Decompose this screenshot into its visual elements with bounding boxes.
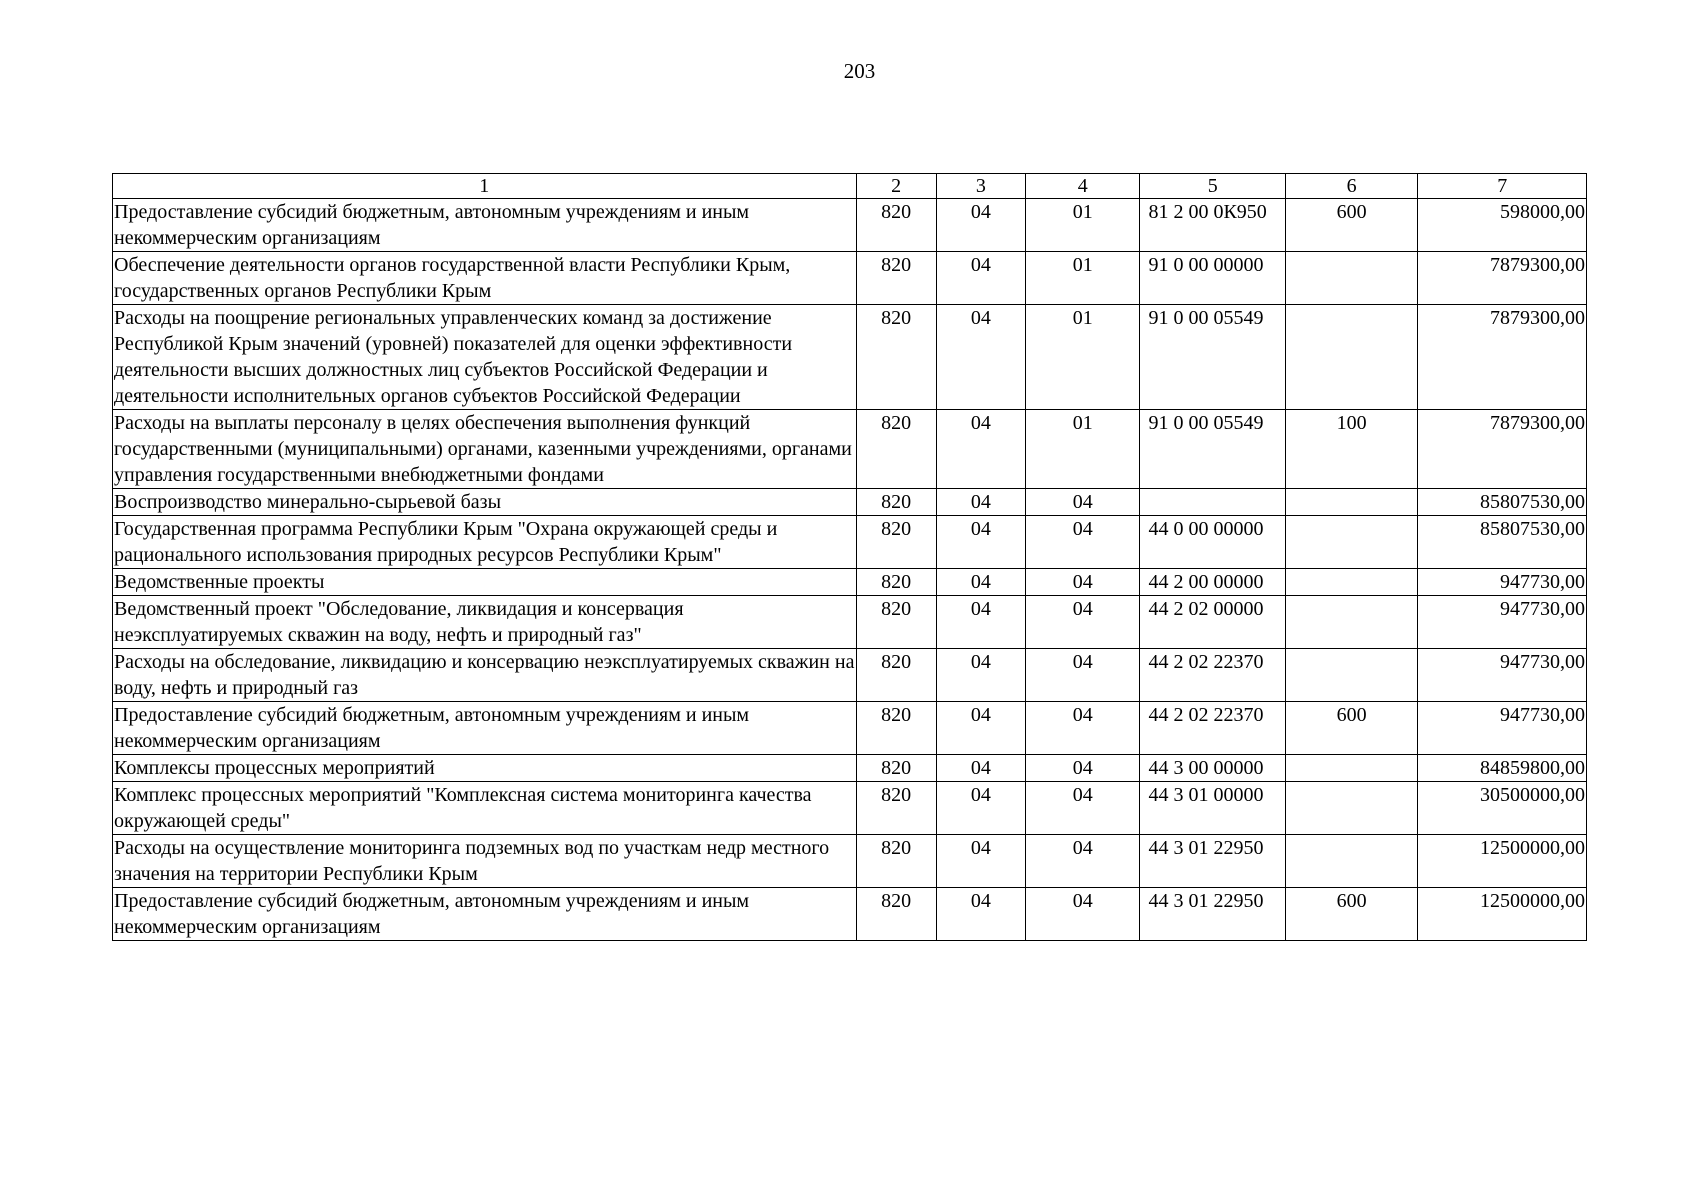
ministry-code-cell: 820 [856, 702, 936, 755]
table-row [113, 252, 1587, 305]
subsection-code-cell: 04 [1026, 516, 1140, 569]
subsection-code-cell: 04 [1026, 782, 1140, 835]
row-name-cell: Расходы на выплаты персоналу в целях обеспечения выполнения функций государственными (муниципальными) органами, казенными учреждениями, органами управления государственными внебюджетными фондами [113, 410, 857, 489]
section-code-cell: 04 [936, 569, 1025, 596]
subsection-code-cell: 01 [1026, 410, 1140, 489]
row-name-cell: Ведомственные проекты [113, 569, 857, 596]
header-col-4: 4 [1026, 174, 1140, 199]
subsection-code-cell: 01 [1026, 305, 1140, 410]
header-col-2: 2 [856, 174, 936, 199]
section-code-cell: 04 [936, 305, 1025, 410]
table-row [113, 489, 1587, 516]
ministry-code-cell: 820 [856, 199, 936, 252]
subsection-code-cell: 04 [1026, 569, 1140, 596]
row-name-cell: Предоставление субсидий бюджетным, автономным учреждениям и иным некоммерческим организациям [113, 702, 857, 755]
amount-cell: 30500000,00 [1418, 782, 1587, 835]
ministry-code-cell: 820 [856, 835, 936, 888]
expense-type-cell: 600 [1285, 888, 1417, 941]
ministry-code-cell: 820 [856, 569, 936, 596]
header-col-7: 7 [1418, 174, 1587, 199]
expense-type-cell: 100 [1285, 410, 1417, 489]
expense-type-cell [1285, 516, 1417, 569]
ministry-code-cell: 820 [856, 782, 936, 835]
ministry-code-cell: 820 [856, 888, 936, 941]
ministry-code-cell: 820 [856, 410, 936, 489]
row-name-cell: Комплексы процессных мероприятий [113, 755, 857, 782]
target-article-cell: 44 0 00 00000 [1140, 516, 1285, 569]
section-code-cell: 04 [936, 649, 1025, 702]
subsection-code-cell: 04 [1026, 755, 1140, 782]
target-article-cell: 81 2 00 0К950 [1140, 199, 1285, 252]
table-row [113, 199, 1587, 252]
table-row [113, 649, 1587, 702]
expense-type-cell [1285, 596, 1417, 649]
table-body [113, 199, 1587, 941]
target-article-cell: 44 3 00 00000 [1140, 755, 1285, 782]
expense-type-cell [1285, 252, 1417, 305]
section-code-cell: 04 [936, 702, 1025, 755]
row-name-cell: Расходы на обследование, ликвидацию и консервацию неэксплуатируемых скважин на воду, нефть и природный газ [113, 649, 857, 702]
subsection-code-cell: 04 [1026, 888, 1140, 941]
subsection-code-cell: 04 [1026, 835, 1140, 888]
target-article-cell: 91 0 00 05549 [1140, 410, 1285, 489]
target-article-cell: 44 3 01 22950 [1140, 835, 1285, 888]
target-article-cell: 44 2 00 00000 [1140, 569, 1285, 596]
section-code-cell: 04 [936, 888, 1025, 941]
target-article-cell: 91 0 00 00000 [1140, 252, 1285, 305]
amount-cell: 84859800,00 [1418, 755, 1587, 782]
section-code-cell: 04 [936, 410, 1025, 489]
table-row [113, 835, 1587, 888]
amount-cell: 598000,00 [1418, 199, 1587, 252]
table-row [113, 305, 1587, 410]
header-col-3: 3 [936, 174, 1025, 199]
amount-cell: 85807530,00 [1418, 489, 1587, 516]
ministry-code-cell: 820 [856, 252, 936, 305]
budget-table [112, 173, 1587, 941]
row-name-cell: Предоставление субсидий бюджетным, автономным учреждениям и иным некоммерческим организациям [113, 199, 857, 252]
row-name-cell: Воспроизводство минерально-сырьевой базы [113, 489, 857, 516]
amount-cell: 947730,00 [1418, 702, 1587, 755]
section-code-cell: 04 [936, 489, 1025, 516]
target-article-cell: 44 2 02 00000 [1140, 596, 1285, 649]
amount-cell: 947730,00 [1418, 596, 1587, 649]
expense-type-cell [1285, 835, 1417, 888]
header-col-1: 1 [113, 174, 857, 199]
row-name-cell: Государственная программа Республики Крым "Охрана окружающей среды и рационального использования природных ресурсов Республики Крым" [113, 516, 857, 569]
section-code-cell: 04 [936, 782, 1025, 835]
header-row [113, 174, 1587, 199]
row-name-cell: Расходы на осуществление мониторинга подземных вод по участкам недр местного значения на территории Республики Крым [113, 835, 857, 888]
ministry-code-cell: 820 [856, 755, 936, 782]
table-row [113, 702, 1587, 755]
row-name-cell: Предоставление субсидий бюджетным, автономным учреждениям и иным некоммерческим организациям [113, 888, 857, 941]
header-col-5: 5 [1140, 174, 1285, 199]
target-article-cell: 44 2 02 22370 [1140, 649, 1285, 702]
subsection-code-cell: 04 [1026, 649, 1140, 702]
page-number: 203 [843, 59, 876, 83]
amount-cell: 85807530,00 [1418, 516, 1587, 569]
amount-cell: 12500000,00 [1418, 888, 1587, 941]
amount-cell: 7879300,00 [1418, 305, 1587, 410]
subsection-code-cell: 01 [1026, 199, 1140, 252]
amount-cell: 947730,00 [1418, 649, 1587, 702]
expense-type-cell [1285, 755, 1417, 782]
expense-type-cell [1285, 305, 1417, 410]
amount-cell: 12500000,00 [1418, 835, 1587, 888]
amount-cell: 947730,00 [1418, 569, 1587, 596]
amount-cell: 7879300,00 [1418, 252, 1587, 305]
section-code-cell: 04 [936, 516, 1025, 569]
table-row [113, 516, 1587, 569]
ministry-code-cell: 820 [856, 649, 936, 702]
ministry-code-cell: 820 [856, 516, 936, 569]
table-row [113, 782, 1587, 835]
section-code-cell: 04 [936, 755, 1025, 782]
expense-type-cell [1285, 782, 1417, 835]
table-row [113, 888, 1587, 941]
table-row [113, 569, 1587, 596]
subsection-code-cell: 01 [1026, 252, 1140, 305]
subsection-code-cell: 04 [1026, 489, 1140, 516]
row-name-cell: Расходы на поощрение региональных управленческих команд за достижение Республикой Крым значений (уровней) показателей для оценки эффективности деятельности высших должностных лиц субъектов Российской Федерации и деятельности исполнительных органов субъектов Российской Федерации [113, 305, 857, 410]
target-article-cell: 44 3 01 00000 [1140, 782, 1285, 835]
table-row [113, 596, 1587, 649]
expense-type-cell: 600 [1285, 702, 1417, 755]
ministry-code-cell: 820 [856, 305, 936, 410]
row-name-cell: Комплекс процессных мероприятий "Комплексная система мониторинга качества окружающей среды" [113, 782, 857, 835]
subsection-code-cell: 04 [1026, 702, 1140, 755]
ministry-code-cell: 820 [856, 596, 936, 649]
section-code-cell: 04 [936, 596, 1025, 649]
ministry-code-cell: 820 [856, 489, 936, 516]
row-name-cell: Обеспечение деятельности органов государственной власти Республики Крым, государственных органов Республики Крым [113, 252, 857, 305]
subsection-code-cell: 04 [1026, 596, 1140, 649]
table-row [113, 755, 1587, 782]
expense-type-cell [1285, 649, 1417, 702]
section-code-cell: 04 [936, 252, 1025, 305]
expense-type-cell [1285, 569, 1417, 596]
row-name-cell: Ведомственный проект "Обследование, ликвидация и консервация неэксплуатируемых скважин на воду, нефть и природный газ" [113, 596, 857, 649]
header-col-6: 6 [1285, 174, 1417, 199]
target-article-cell: 44 3 01 22950 [1140, 888, 1285, 941]
amount-cell: 7879300,00 [1418, 410, 1587, 489]
section-code-cell: 04 [936, 835, 1025, 888]
target-article-cell: 91 0 00 05549 [1140, 305, 1285, 410]
expense-type-cell [1285, 489, 1417, 516]
expense-type-cell: 600 [1285, 199, 1417, 252]
target-article-cell [1140, 489, 1285, 516]
target-article-cell: 44 2 02 22370 [1140, 702, 1285, 755]
section-code-cell: 04 [936, 199, 1025, 252]
table-row [113, 410, 1587, 489]
